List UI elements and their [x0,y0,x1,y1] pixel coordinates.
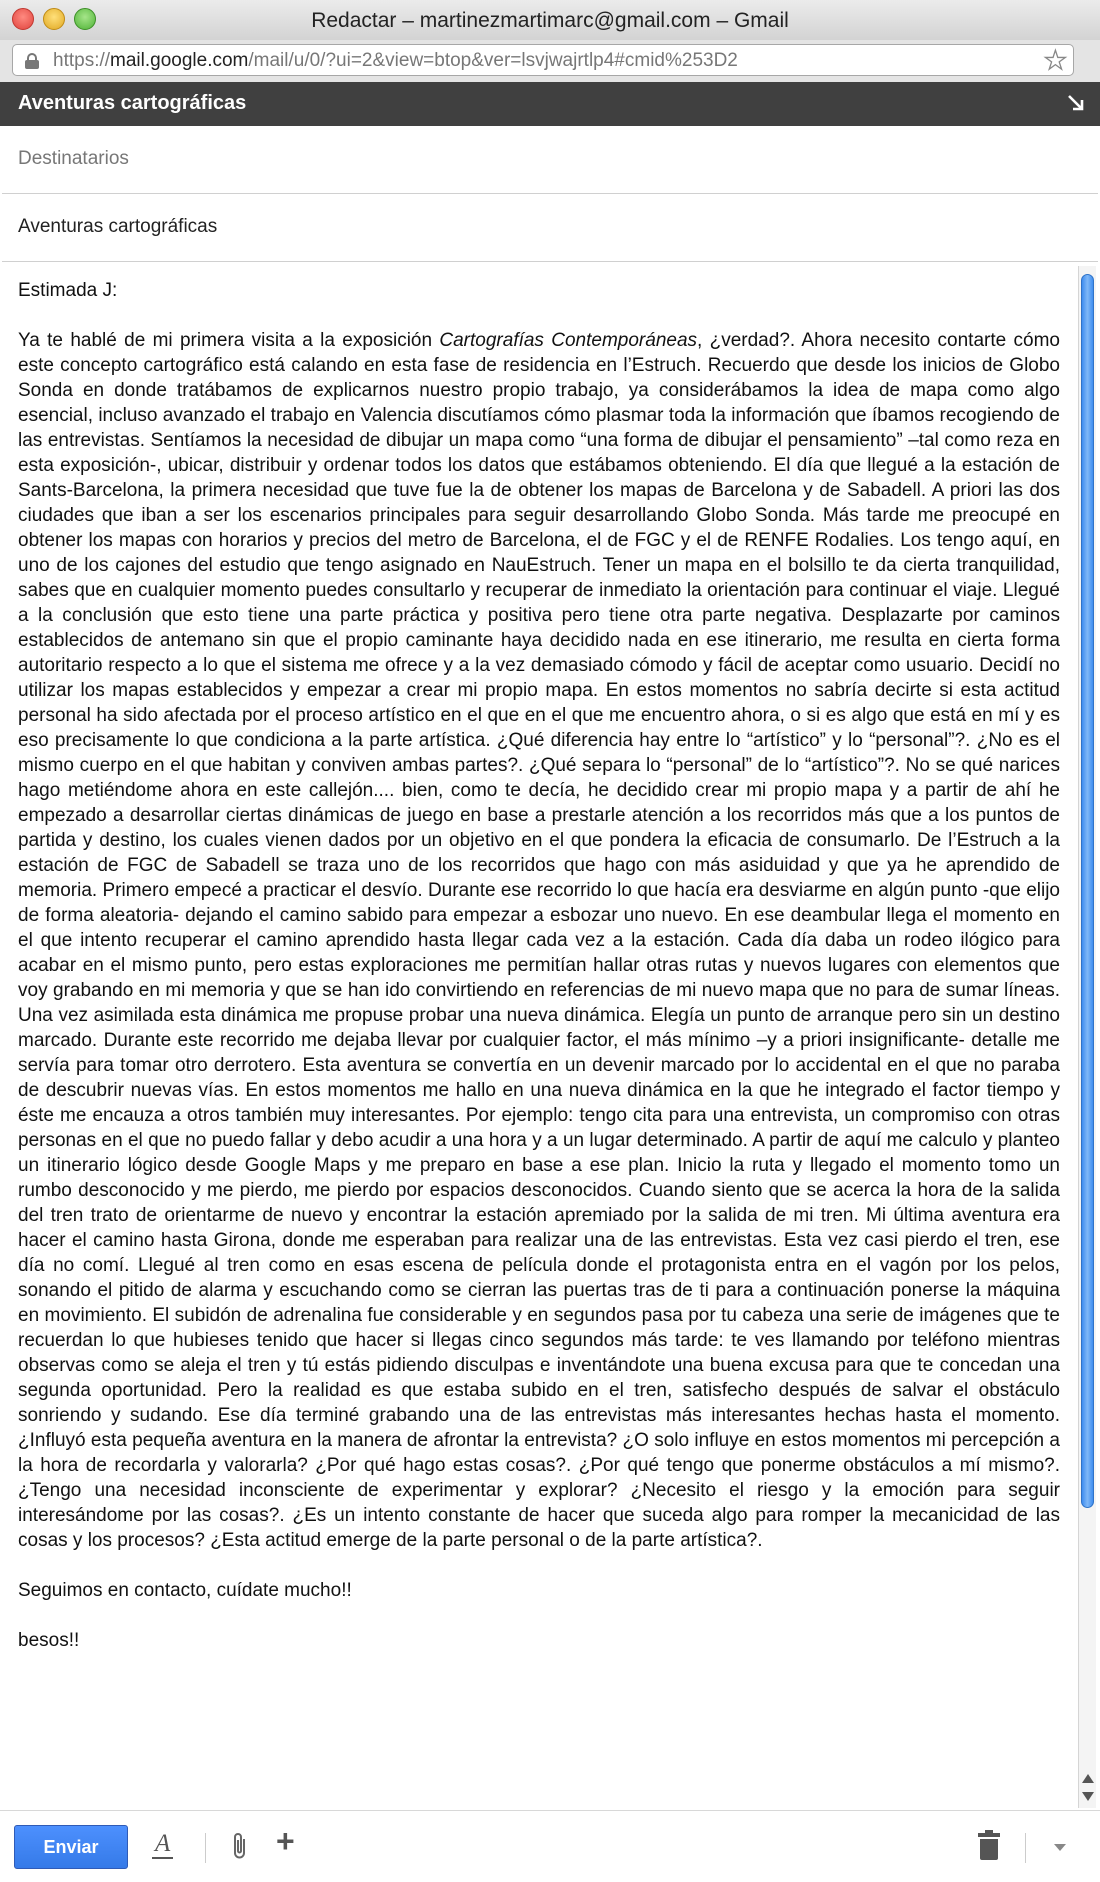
body-signoff: besos!! [18,1630,80,1651]
window-title: Redactar – martinezmartimarc@gmail.com – Gmail [311,9,789,32]
subject-text: Aventuras cartográficas [18,216,218,237]
compose-toolbar [0,1810,1100,1882]
body-scrollbar[interactable] [1078,266,1096,1808]
body-text-intro: Ya te hablé de mi primera visita a la exposición [18,330,440,351]
star-icon[interactable]: ★ [1043,45,1067,75]
body-exhibition-title: Cartografías Contemporáneas [439,330,698,351]
url-field[interactable] [12,44,1074,76]
paperclip-icon[interactable] [230,1831,250,1861]
chevron-down-icon[interactable] [1054,1844,1066,1851]
popout-arrow-icon[interactable] [1066,93,1086,113]
compose-header [0,82,1100,126]
lock-icon [25,53,39,69]
scroll-down-icon[interactable] [1082,1792,1094,1801]
trash-icon[interactable] [978,1833,1000,1861]
recipients-placeholder: Destinatarios [18,148,129,169]
window-titlebar [0,0,1100,41]
body-greeting: Estimada J: [18,280,118,301]
body-closing: Seguimos en contacto, cuídate mucho!! [18,1580,352,1601]
body-text-rest: , ¿verdad?. Ahora necesito contarte cómo este concepto cartográfico está calando en esta fase de residencia en l’Estruch. Recuerdo que desde los inicios de Globo Sonda en donde tratábamos de explicarnos nuestro propio trabajo, ya considerábamos la idea de mapa como algo esencial, incluso avanzado el trabajo en Valencia discutíamos cómo plasmar toda la información que íbamos recogiendo de las entrevistas. Sentíamos la necesidad de dibujar un mapa como “una forma de dibujar el pensamiento” –tal como reza en esta exposición-, ubicar, distribuir y ordenar todos los datos que estábamos obteniendo. El día que llegué a la estación de Sants-Barcelona, la primera necesidad que tuve fue la de obtener los mapas de Barcelona y de Sabadell. A priori las dos ciudades que iban a ser los escenarios principales para seguir desarrollando Globo Sonda. Más tarde me preocupé en obtener los mapas con horarios y precios del metro de Barcelona, el de FGC y el de RENFE Rodalies. Los tengo aquí, en uno de los cajones del estudio que tengo asignado en NauEstruch. Tener un mapa en el bolsillo te da cierta tranquilidad, sabes que en cualquier momento puedes consultarlo y recuperar de inmediato la orientación para continuar el viaje. Llegué a la conclusión que esto tiene una parte práctica y positiva pero tiene otra parte negativa. Desplazarte por caminos establecidos de antemano sin que el propio caminante haya decidido nada en ese itinerario, me resulta en cierta forma autoritario respecto a lo que el sistema me ofrece y a la vez demasiado cómodo y fácil de aceptar como usuario. Decidí no utilizar los mapas establecidos y empezar a crear mi propio mapa. En estos momentos no sabría decirte si esta actitud personal ha sido afectada por el proceso artístico en el que en el que me encuentro ahora, o si es algo que está en mí y es eso precisamente lo que condiciona a la parte artística. ¿Qué diferencia hay entre lo “artístico” y lo “personal”?. ¿No es el mismo cuerpo en el que habitan y conviven ambas partes?. ¿Qué separa lo “personal” de lo “artístico”?. No se qué narices hago metiéndome ahora en este callejón.... bien, como te decía, he decidido crear mi propio mapa y a partir de ahí he empezado a desarrollar ciertas dinámicas de juego en base a prestarle atención a los recorridos más que a los puntos de partida y destino, los cuales vienen dados por un objetivo en el que pondera la eficacia de consumarlo. De l’Estruch a la estación de FGC de Sabadell se traza uno de los recorridos que hago con más asiduidad y que ya he aprendido de memoria. Primero empecé a practicar el desvío. Durante ese recorrido lo que hacía era desviarme en algún punto -que elijo de forma aleatoria- dejando el camino sabido para empezar a esbozar uno nuevo. En ese deambular llega el momento en el que intento recuperar el camino aprendido hasta llegar cada vez a la estación. Cada día daba un rodeo ilógico para acabar en el mismo punto, pero estas exploraciones me permitían hallar otras rutas y nuevos lugares con elementos que voy grabando en mi memoria y que se han ido convirtiendo en referencias de mi nuevo mapa que no para de sumar líneas. Una vez asimilada esta dinámica me propuse probar una nueva dinámica. Elegía un punto de arranque pero sin un destino marcado. Durante este recorrido me dejaba llevar por cualquier factor, el más mínimo –y a priori insignificante- detalle me servía para tomar otro derrotero. Esta aventura se convertía en un devenir marcado por lo accidental en el que no paraba de descubrir nuevas vías. En estos momentos me hallo en una nueva dinámica en la que he integrado el factor tiempo y éste me encauza a otros también muy interesantes. Por ejemplo: tengo cita para una entrevista, un compromiso con otras personas en el que no puedo fallar y debo acudir a una hora y a un lugar determinado. A partir de aquí me calculo y planteo un itinerario lógico desde Google Maps y me preparo en base a ese plan. Inicio la ruta y llegado el momento tomo un rumbo desconocido y me pierdo, me pierdo por espacios desconocidos. Cuando siento que se acerca la hora de la salida del tren trato de orientarme de nuevo y encontrar la estación apremiado por la salida de mi tren. Mi última aventura era hacer el camino hasta Girona, donde me esperaban para realizar una de las entrevistas. Esta vez casi pierdo el tren, ese día no comí. Llegué al tren como en esas escena de película donde el protagonista entra en el vagón por los pelos, sonando el pitido de alarma y escuchando como se cierran las puertas tras de ti para a continuación ponerse la máquina en movimiento. El subidón de adrenalina fue considerable y en segundos pasa por tu cabeza una serie de imágenes que te recuerdan lo que hubieses tenido que hacer si llegas cinco segundos más tarde: te ves llamando por teléfono mientras observas como se aleja el tren y tú estás pidiendo disculpas e inventándote una buena excusa para que te concedan una segunda oportunidad. Pero la realidad es que estaba subido en el tren, satisfecho después de salvar el obstáculo sonriendo y sudando. Ese día terminé grabando una de las entrevistas más interesantes hechas hasta el momento. ¿Influyó esta pequeña aventura en la manera de afrontar la entrevista? ¿O solo influye en estos momentos mi percepción a la hora de recordarla y valorarla? ¿Por qué hago estas cosas?. ¿Por qué tengo que ponerme obstáculos a mí mismo?. ¿Tengo una necesidad inconsciente de experimentar y explorar? ¿Necesito el riesgo y la emoción para seguir interesándome por las cosas?. ¿Es un intento constante de hacer que suceda algo para romper la mecanicidad de las cosas y los procesos? ¿Esta actitud emerge de la parte personal o de la parte artística?. [18,330,1060,1551]
send-button[interactable]: Enviar [14,1825,128,1869]
url-domain: mail.google.com [110,50,249,71]
compose-title: Aventuras cartográficas [18,92,247,114]
url-text[interactable] [53,50,738,72]
address-bar [0,40,1100,83]
subject-field[interactable] [2,194,1098,262]
url-scheme: https:// [53,50,111,71]
plus-icon[interactable]: + [276,1823,295,1859]
message-body[interactable] [0,262,1080,1810]
scrollbar-thumb[interactable] [1081,274,1094,1508]
recipients-field[interactable] [2,126,1098,194]
body-main-paragraph [18,328,1060,1553]
url-path: /mail/u/0/?ui=2&view=btop&ver=lsvjwajrtlp4#cmid%253D2 [248,50,738,71]
toolbar-divider [205,1833,206,1863]
scroll-up-icon[interactable] [1082,1774,1094,1783]
toolbar-divider [1025,1833,1026,1863]
formatting-icon[interactable]: A [152,1831,173,1859]
